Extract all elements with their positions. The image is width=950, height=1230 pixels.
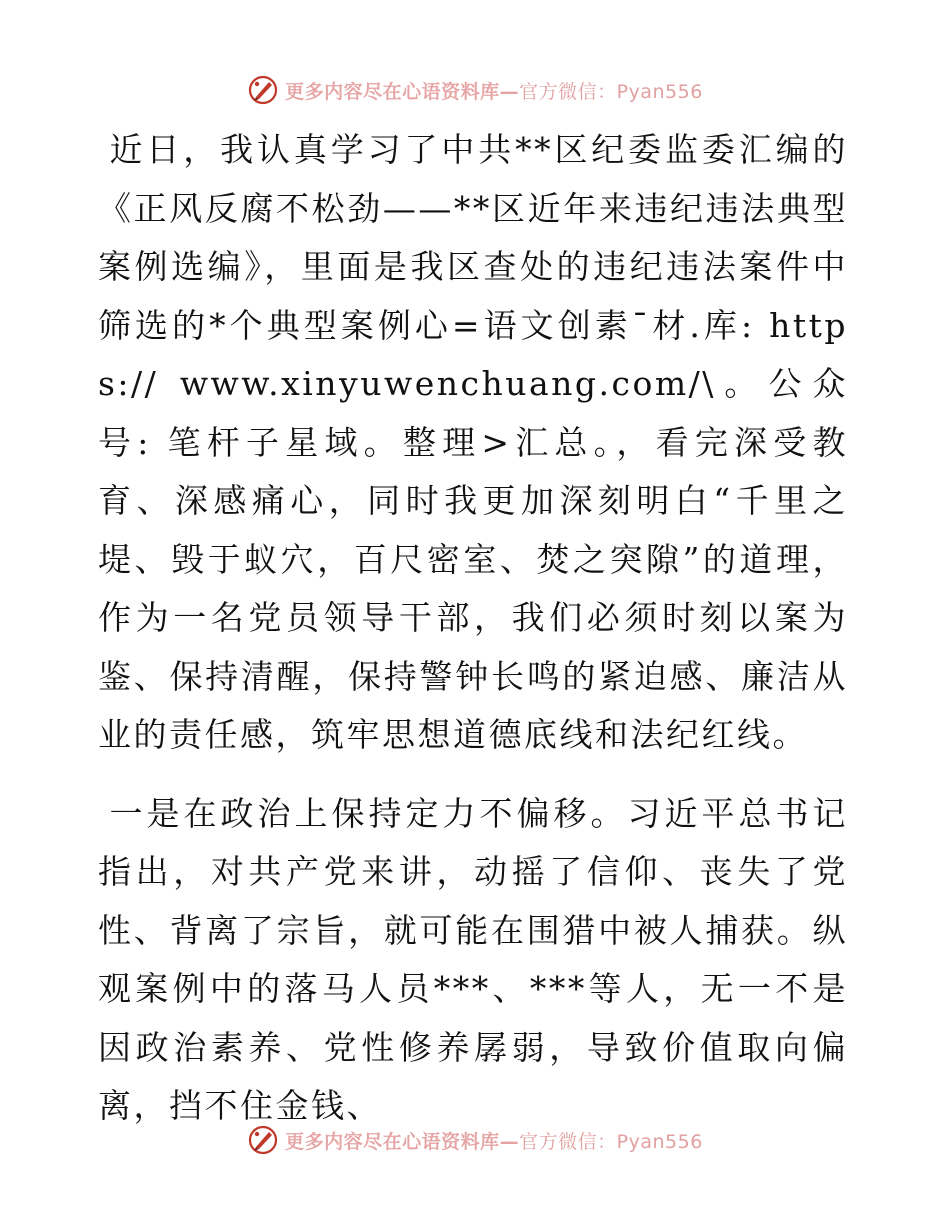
watermark-text: 更多内容尽在心语资料库—官方微信：Pyan556 bbox=[285, 80, 703, 103]
paragraph-point-one: 一是在政治上保持定力不偏移。习近平总书记指出，对共产党来讲，动摇了信仰、丧失了党性、背离了宗旨，就可能在围猎中被人捕获。纵观案例中的落马人员***、***等人，无一不是因政治素养、党性修养孱弱，导致价值取向偏离，挡不住金钱、 bbox=[98, 793, 848, 1125]
document-body bbox=[98, 121, 848, 1136]
footer-watermark bbox=[0, 1120, 950, 1160]
watermark-text: 更多内容尽在心语资料库—官方微信：Pyan556 bbox=[285, 1130, 703, 1153]
pen-logo-icon bbox=[247, 1124, 279, 1156]
paragraph-intro: 近日，我认真学习了中共**区纪委监委汇编的《正风反腐不松劲——**区近年来违纪违法典型案例选编》，里面是我区查处的违纪违法案件中筛选的*个典型案例心=语文创素¯材.库: https:// www.xinyuwenchuang.com/\。公众号: 笔杆子星域。整理>汇总。，看完深受教育、深感痛心，同时我更加深刻明白“千里之堤、毁于蚁穴，百尺密室、焚之突隙”的道理，作为一名党员领导干部，我们必须时刻以案为鉴、保持清醒，保持警钟长鸣的紧迫感、廉洁从业的责任感，筑牢思想道德底线和法纪红线。 bbox=[98, 130, 848, 754]
pen-logo-icon bbox=[247, 74, 279, 106]
header-watermark bbox=[0, 70, 950, 110]
